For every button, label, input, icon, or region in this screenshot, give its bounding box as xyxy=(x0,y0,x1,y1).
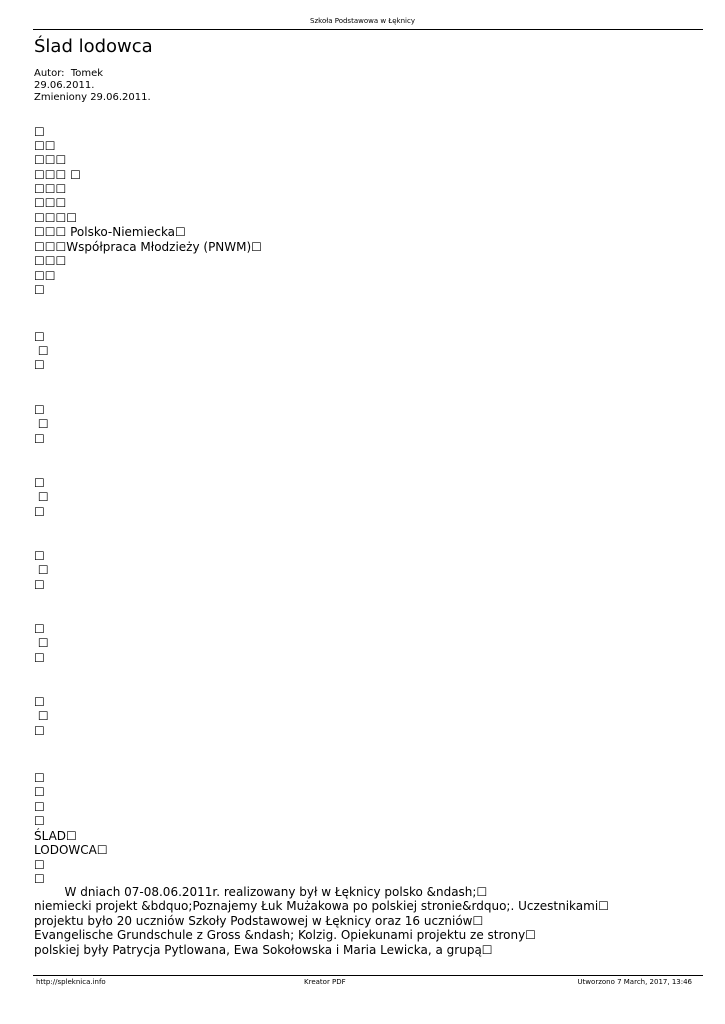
glyph-line: ☐ xyxy=(34,403,45,417)
glyph-line: ☐ xyxy=(34,549,45,563)
glyph-line: ☐ xyxy=(34,785,45,799)
glyph-line: ☐☐☐ ☐ xyxy=(34,168,81,182)
glyph-line: ☐ xyxy=(34,771,45,785)
glyph-line: ☐☐☐ xyxy=(34,196,67,210)
glyph-line: ☐ xyxy=(34,636,49,650)
footer-created-date: Utworzono 7 March, 2017, 13:46 xyxy=(577,978,692,986)
glyph-line: ☐ xyxy=(34,651,45,665)
glyph-line: LODOWCA☐ xyxy=(34,843,108,857)
footer-generator: Kreator PDF xyxy=(304,978,346,986)
glyph-line: ☐ xyxy=(34,330,45,344)
header-divider xyxy=(33,29,703,30)
glyph-line: ☐☐☐ xyxy=(34,153,67,167)
glyph-line: ŚLAD☐ xyxy=(34,829,77,843)
body-paragraph-line: projektu było 20 uczniów Szkoły Podstawowej w Łęknicy oraz 16 uczniów☐ xyxy=(34,914,484,928)
glyph-line: ☐ xyxy=(34,800,45,814)
glyph-line: ☐☐☐ xyxy=(34,254,67,268)
footer-divider xyxy=(33,975,703,976)
body-paragraph-line: niemiecki projekt &bdquo;Poznajemy Łuk Mużakowa po polskiej stronie&rdquo;. Uczestnikami☐ xyxy=(34,899,609,913)
glyph-line: ☐ xyxy=(34,476,45,490)
glyph-line: ☐☐☐ xyxy=(34,182,67,196)
body-paragraph-line: Evangelische Grundschule z Gross &ndash; Kolzig. Opiekunami projektu ze strony☐ xyxy=(34,928,536,942)
glyph-line: ☐ xyxy=(34,344,49,358)
glyph-line: ☐☐☐Współpraca Młodzieży (PNWM)☐ xyxy=(34,240,262,254)
glyph-line: ☐ xyxy=(34,358,45,372)
glyph-line: ☐ xyxy=(34,505,45,519)
article-title: Ślad lodowca xyxy=(34,36,153,57)
glyph-line: ☐ xyxy=(34,724,45,738)
body-paragraph-line: polskiej były Patrycja Pytlowana, Ewa Sokołowska i Maria Lewicka, a grupą☐ xyxy=(34,943,493,957)
body-paragraph-line: W dniach 07-08.06.2011r. realizowany był w Łęknicy polsko &ndash;☐ xyxy=(34,885,488,899)
glyph-line: ☐ xyxy=(34,709,49,723)
glyph-line: ☐☐ xyxy=(34,139,56,153)
article-modified: Zmieniony 29.06.2011. xyxy=(34,92,151,103)
glyph-line: ☐☐ xyxy=(34,269,56,283)
footer-url-link[interactable]: http://spleknica.info xyxy=(36,978,106,986)
glyph-line: ☐ xyxy=(34,490,49,504)
glyph-line: ☐ xyxy=(34,814,45,828)
glyph-line: ☐ xyxy=(34,858,45,872)
glyph-line: ☐☐☐☐ xyxy=(34,211,78,225)
glyph-line: ☐ xyxy=(34,563,49,577)
glyph-line: ☐ xyxy=(34,125,45,139)
glyph-line: ☐☐☐ Polsko-Niemiecka☐ xyxy=(34,225,186,239)
glyph-line: ☐ xyxy=(34,417,49,431)
glyph-line: ☐ xyxy=(34,578,45,592)
site-header-title: Szkoła Podstawowa w Łęknicy xyxy=(310,17,415,25)
article-date: 29.06.2011. xyxy=(34,80,95,91)
article-author: Autor: Tomek xyxy=(34,68,104,79)
glyph-line: ☐ xyxy=(34,432,45,446)
glyph-line: ☐ xyxy=(34,695,45,709)
glyph-line: ☐ xyxy=(34,872,45,886)
glyph-line: ☐ xyxy=(34,283,45,297)
glyph-line: ☐ xyxy=(34,622,45,636)
